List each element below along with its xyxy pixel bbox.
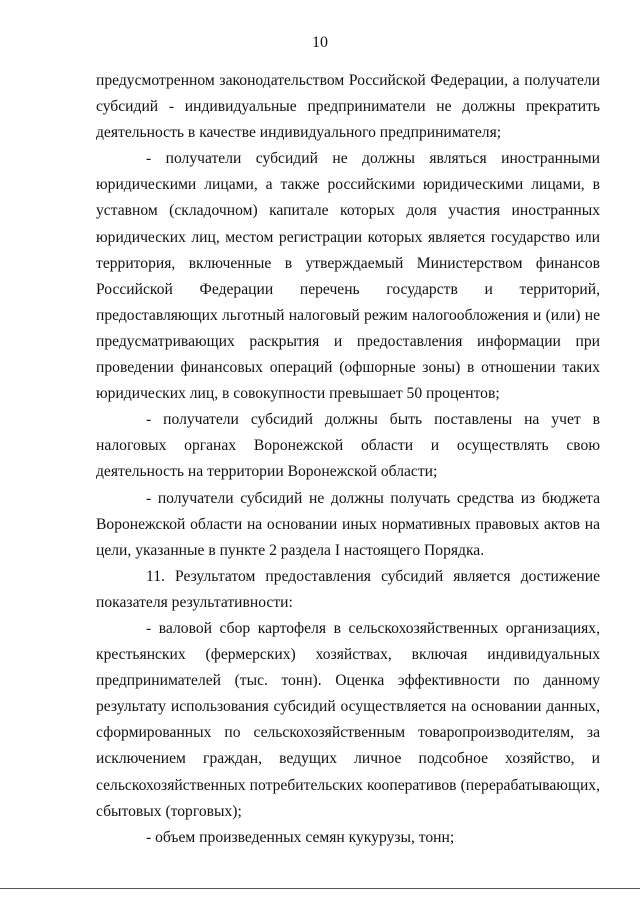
- footer-divider: [0, 888, 640, 889]
- page-number: 10: [312, 34, 328, 51]
- paragraph-continuation: предусмотренном законодательством Российской Федерации, а получатели субсидий - индивидуальные предприниматели не должны прекратить деятельность в качестве индивидуального предпринимателя;: [96, 72, 600, 142]
- paragraph-tax-registration: - получатели субсидий должны быть поставлены на учет в налоговых органах Воронежской области и осуществлять свою деятельность на территории Воронежской области;: [96, 411, 600, 481]
- paragraph-foreign-entities: - получатели субсидий не должны являться иностранными юридическими лицами, а также российскими юридическими лицами, в уставном (складочном) капитале которых доля участия иностранных юридических лиц, местом регистрации которых является государство или территория, включенные в утверждаемый Министерством финансов Российской Федерации перечень государств и территорий, предоставляющих льготный налоговый режим налогообложения и (или) не предусматривающих раскрытия и предоставления информации при проведении финансовых операций (офшорные зоны) в отношении таких юридических лиц, в совокупности превышает 50 процентов;: [96, 150, 600, 403]
- paragraph-potato-harvest: - валовой сбор картофеля в сельскохозяйственных организациях, крестьянских (фермерских) хозяйствах, включая индивидуальных предпринимателей (тыс. тонн). Оценка эффективности по данному результату использования субсидий осуществляется на основании данных, сформированных по сельскохозяйственным товаропроизводителям, за исключением граждан, ведущих личное подсобное хозяйство, и сельскохозяйственных потребительских кооперативов (перерабатывающих, сбытовых (торговых);: [96, 619, 600, 820]
- paragraph-section-11: 11. Результатом предоставления субсидий является достижение показателя результативности:: [96, 567, 600, 611]
- paragraph-budget-funds: - получатели субсидий не должны получать средства из бюджета Воронежской области на основании иных нормативных правовых актов на цели, указанные в пункте 2 раздела I настоящего Порядка.: [96, 489, 600, 559]
- document-body: [96, 68, 600, 851]
- paragraph-corn-seeds: - объем произведенных семян кукурузы, тонн;: [146, 828, 455, 846]
